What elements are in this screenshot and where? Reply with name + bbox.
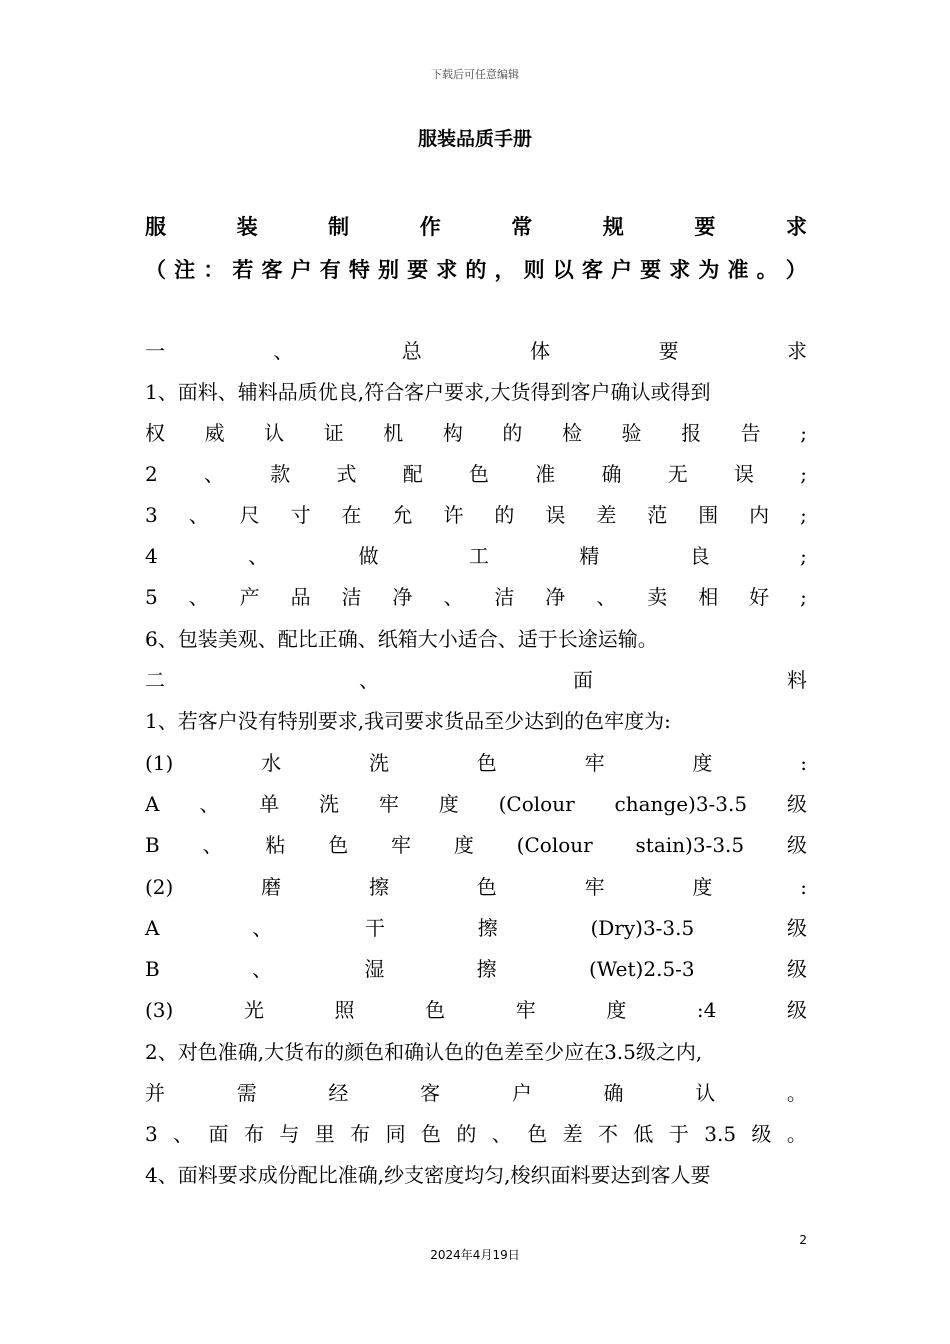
text-segment: 则 xyxy=(523,258,545,282)
text-segment: 制 xyxy=(328,215,350,239)
text-line xyxy=(145,706,807,736)
text-segment: B xyxy=(145,957,160,981)
text-segment: 若 xyxy=(232,258,254,282)
text-line xyxy=(145,1078,807,1108)
text-segment: 于 xyxy=(668,1122,689,1146)
text-segment: 同 xyxy=(385,1122,406,1146)
text-segment: 寸 xyxy=(290,503,311,527)
text-segment: 2、对色准确,大货布的颜色和确认色的色差至少应在3.5级之内, xyxy=(145,1040,703,1064)
text-segment: 允 xyxy=(392,503,413,527)
text-line xyxy=(145,418,807,448)
text-segment: 度 xyxy=(606,998,627,1022)
text-segment: 色 xyxy=(476,875,497,899)
text-segment: ; xyxy=(800,585,807,609)
text-segment: 净 xyxy=(392,585,413,609)
text-segment: 要 xyxy=(640,258,662,282)
text-segment: 不 xyxy=(598,1122,619,1146)
footer-date: 2024年4月19日 xyxy=(430,1248,520,1262)
text-segment: 级 xyxy=(787,916,807,940)
text-segment: (2) xyxy=(145,875,174,899)
text-segment: 经 xyxy=(328,1081,349,1105)
text-segment: 内 xyxy=(749,503,770,527)
text-segment: 确 xyxy=(601,462,622,486)
text-segment: 品 xyxy=(290,585,311,609)
text-segment: 级 xyxy=(751,1122,772,1146)
text-segment: 洁 xyxy=(341,585,362,609)
text-line xyxy=(145,830,807,860)
text-line xyxy=(145,665,807,695)
text-line xyxy=(145,336,807,366)
text-segment: 级 xyxy=(786,957,807,981)
text-segment: 告 xyxy=(740,421,761,445)
text-segment: 4、面料要求成份配比准确,纱支密度均匀,梭织面料要达到客人要 xyxy=(145,1163,711,1187)
text-segment: 。 xyxy=(756,258,778,282)
text-segment: 、 xyxy=(443,585,464,609)
text-segment: (Dry)3-3.5 xyxy=(590,916,695,940)
text-segment: 权 xyxy=(145,421,165,445)
text-line xyxy=(145,789,807,819)
text-segment: 色 xyxy=(425,998,446,1022)
text-segment: 。 xyxy=(786,1081,807,1105)
text-segment: 以 xyxy=(552,258,574,282)
text-segment: 、 xyxy=(359,668,379,692)
text-segment: 相 xyxy=(698,585,719,609)
text-segment: 良 xyxy=(689,544,710,568)
text-segment: 范 xyxy=(647,503,668,527)
text-segment: 检 xyxy=(561,421,582,445)
text-segment: 水 xyxy=(261,751,282,775)
text-segment: 度 xyxy=(692,875,713,899)
text-segment: 的 xyxy=(502,421,523,445)
document-title: 服装品质手册 xyxy=(417,128,532,150)
text-segment: 度 xyxy=(438,792,459,816)
text-segment: 好 xyxy=(749,585,770,609)
text-segment: (1) xyxy=(145,751,174,775)
text-line xyxy=(145,624,807,654)
text-segment: 、 xyxy=(596,585,617,609)
text-segment: 擦 xyxy=(476,957,497,981)
text-segment: 一 xyxy=(145,339,165,363)
text-segment: 为 xyxy=(698,258,720,282)
text-segment: 牢 xyxy=(584,875,605,899)
text-segment: 面 xyxy=(573,668,593,692)
text-segment: : xyxy=(800,751,807,775)
text-segment: 色 xyxy=(328,833,349,857)
text-segment: 装 xyxy=(236,215,258,239)
text-segment: 误 xyxy=(545,503,566,527)
text-segment: 、 xyxy=(199,792,220,816)
text-segment: 产 xyxy=(239,585,260,609)
text-segment: change)3-3.5 xyxy=(614,792,748,816)
text-segment: 作 xyxy=(419,215,441,239)
text-segment: 的 xyxy=(494,503,515,527)
text-segment: 、 xyxy=(202,833,223,857)
text-segment: 客 xyxy=(420,1081,441,1105)
text-line xyxy=(145,872,807,902)
text-segment: 级 xyxy=(786,833,807,857)
text-segment: 准 xyxy=(535,462,556,486)
text-segment: 料 xyxy=(787,668,807,692)
text-segment: 5 xyxy=(145,585,158,609)
text-segment: 机 xyxy=(383,421,404,445)
text-segment: 户 xyxy=(611,258,632,282)
text-segment: 色 xyxy=(527,1122,548,1146)
text-line xyxy=(145,1037,807,1067)
text-segment: 。 xyxy=(786,1122,807,1146)
text-segment: 威 xyxy=(204,421,225,445)
text-segment: 客 xyxy=(261,258,283,282)
text-segment: 许 xyxy=(443,503,464,527)
text-segment: 牢 xyxy=(584,751,605,775)
text-segment: 差 xyxy=(562,1122,583,1146)
text-segment: 户 xyxy=(511,1081,532,1105)
text-segment: 体 xyxy=(530,339,551,363)
text-line xyxy=(145,255,807,285)
text-segment: 布 xyxy=(243,1122,264,1146)
text-segment: 擦 xyxy=(368,875,389,899)
text-line xyxy=(145,459,807,489)
text-segment: 干 xyxy=(364,916,385,940)
text-segment: ; xyxy=(800,544,807,568)
text-line xyxy=(145,748,807,778)
text-segment: ， xyxy=(494,258,516,282)
text-segment: 报 xyxy=(681,421,702,445)
text-segment: 布 xyxy=(350,1122,371,1146)
text-segment: 洗 xyxy=(319,792,340,816)
text-segment: 、 xyxy=(188,503,209,527)
text-segment: 里 xyxy=(314,1122,335,1146)
text-segment: 确 xyxy=(603,1081,624,1105)
text-segment: 湿 xyxy=(364,957,385,981)
text-segment: 级 xyxy=(786,792,807,816)
text-segment: 做 xyxy=(358,544,379,568)
text-segment: 磨 xyxy=(261,875,282,899)
text-segment: 需 xyxy=(236,1081,257,1105)
text-segment: 、 xyxy=(252,916,273,940)
page-number: 2 xyxy=(799,1233,807,1247)
text-segment: 低 xyxy=(633,1122,654,1146)
text-segment: 色 xyxy=(468,462,489,486)
text-segment: 围 xyxy=(698,503,719,527)
text-line xyxy=(145,1119,807,1149)
text-segment: 3.5 xyxy=(704,1122,737,1146)
text-segment: 色 xyxy=(476,751,497,775)
text-segment: 户 xyxy=(290,258,312,282)
text-segment: 粘 xyxy=(265,833,286,857)
text-segment: 单 xyxy=(259,792,280,816)
text-segment: 注 xyxy=(174,258,196,282)
text-segment: 、 xyxy=(188,585,209,609)
text-segment: 6、包装美观、配比正确、纸箱大小适合、适于长途运输。 xyxy=(145,627,658,651)
text-segment: stain)3-3.5 xyxy=(635,833,745,857)
text-segment: 精 xyxy=(579,544,600,568)
text-segment: 认 xyxy=(264,421,285,445)
text-segment: B xyxy=(145,833,160,857)
text-segment: 验 xyxy=(621,421,642,445)
text-segment: 式 xyxy=(336,462,357,486)
text-segment: ; xyxy=(800,462,807,486)
text-segment: 、 xyxy=(248,544,269,568)
text-segment: (3) xyxy=(145,998,174,1022)
text-segment: ; xyxy=(800,503,807,527)
text-segment: 款 xyxy=(270,462,291,486)
text-segment: 、 xyxy=(273,339,294,363)
text-segment: 特 xyxy=(348,258,370,282)
text-segment: 1、面料、辅料品质优良,符合客户要求,大货得到客户确认或得到 xyxy=(145,380,711,404)
text-segment: 尺 xyxy=(239,503,260,527)
text-segment: 、 xyxy=(173,1122,194,1146)
text-segment: 、 xyxy=(491,1122,512,1146)
text-segment: 差 xyxy=(596,503,617,527)
text-line xyxy=(145,995,807,1025)
text-line xyxy=(145,954,807,984)
text-segment: 2 xyxy=(145,462,158,486)
text-segment: 认 xyxy=(695,1081,716,1105)
text-segment: ： xyxy=(203,258,225,282)
text-segment: A xyxy=(145,792,160,816)
text-segment: A xyxy=(145,916,160,940)
text-segment: 面 xyxy=(208,1122,229,1146)
text-segment: 色 xyxy=(420,1122,441,1146)
text-segment: 光 xyxy=(243,998,264,1022)
text-segment: 客 xyxy=(581,258,603,282)
text-segment: 、 xyxy=(203,462,224,486)
text-segment: 要 xyxy=(658,339,679,363)
text-segment: 求 xyxy=(669,258,691,282)
text-segment: 常 xyxy=(511,215,533,239)
text-segment: 牢 xyxy=(515,998,536,1022)
text-segment: 总 xyxy=(401,339,422,363)
text-segment: 的 xyxy=(456,1122,477,1146)
text-segment: 3 xyxy=(145,1122,158,1146)
text-segment: 的 xyxy=(465,258,487,282)
text-segment: 并 xyxy=(145,1081,165,1105)
text-segment: 在 xyxy=(341,503,362,527)
text-segment: 配 xyxy=(402,462,423,486)
text-segment: 误 xyxy=(733,462,754,486)
text-segment: 度 xyxy=(692,751,713,775)
text-segment: 4 xyxy=(145,544,158,568)
text-segment: 无 xyxy=(667,462,688,486)
text-segment: 二 xyxy=(145,668,165,692)
text-segment: 度 xyxy=(453,833,474,857)
text-line xyxy=(145,541,807,571)
text-segment: 3 xyxy=(145,503,158,527)
text-segment: 服 xyxy=(145,215,166,239)
text-segment: 要 xyxy=(694,215,716,239)
text-segment: 求 xyxy=(786,339,807,363)
text-segment: (Wet)2.5-3 xyxy=(588,957,695,981)
header-note: 下载后可任意编辑 xyxy=(431,68,519,81)
text-segment: 1、若客户没有特别要求,我司要求货品至少达到的色牢度为: xyxy=(145,709,671,733)
text-segment: (Colour xyxy=(516,833,593,857)
text-segment: 准 xyxy=(727,258,749,282)
text-line xyxy=(145,377,807,407)
text-segment: 有 xyxy=(319,258,341,282)
text-segment: ; xyxy=(800,421,807,445)
text-line xyxy=(145,913,807,943)
text-segment: 卖 xyxy=(647,585,668,609)
text-segment: （ xyxy=(145,258,166,282)
text-segment: 洗 xyxy=(368,751,389,775)
text-line xyxy=(145,500,807,530)
text-segment: 牢 xyxy=(391,833,412,857)
text-line xyxy=(145,212,807,242)
text-segment: 求 xyxy=(436,258,458,282)
text-segment: 照 xyxy=(334,998,355,1022)
text-segment: 别 xyxy=(378,258,399,282)
text-segment: 求 xyxy=(785,215,807,239)
text-segment: 净 xyxy=(545,585,566,609)
text-segment: 构 xyxy=(442,421,463,445)
text-segment: 牢 xyxy=(378,792,399,816)
text-line xyxy=(145,1160,807,1190)
text-line xyxy=(145,582,807,612)
text-segment: 证 xyxy=(323,421,344,445)
text-segment: 级 xyxy=(786,998,807,1022)
text-segment: ） xyxy=(785,258,807,282)
text-segment: :4 xyxy=(696,998,717,1022)
text-segment: (Colour xyxy=(498,792,575,816)
text-segment: 与 xyxy=(279,1122,300,1146)
text-segment: 洁 xyxy=(494,585,515,609)
text-segment: 擦 xyxy=(477,916,498,940)
text-segment: 要 xyxy=(407,258,429,282)
text-segment: : xyxy=(800,875,807,899)
text-segment: 工 xyxy=(468,544,489,568)
text-segment: 、 xyxy=(252,957,273,981)
text-segment: 规 xyxy=(602,215,624,239)
